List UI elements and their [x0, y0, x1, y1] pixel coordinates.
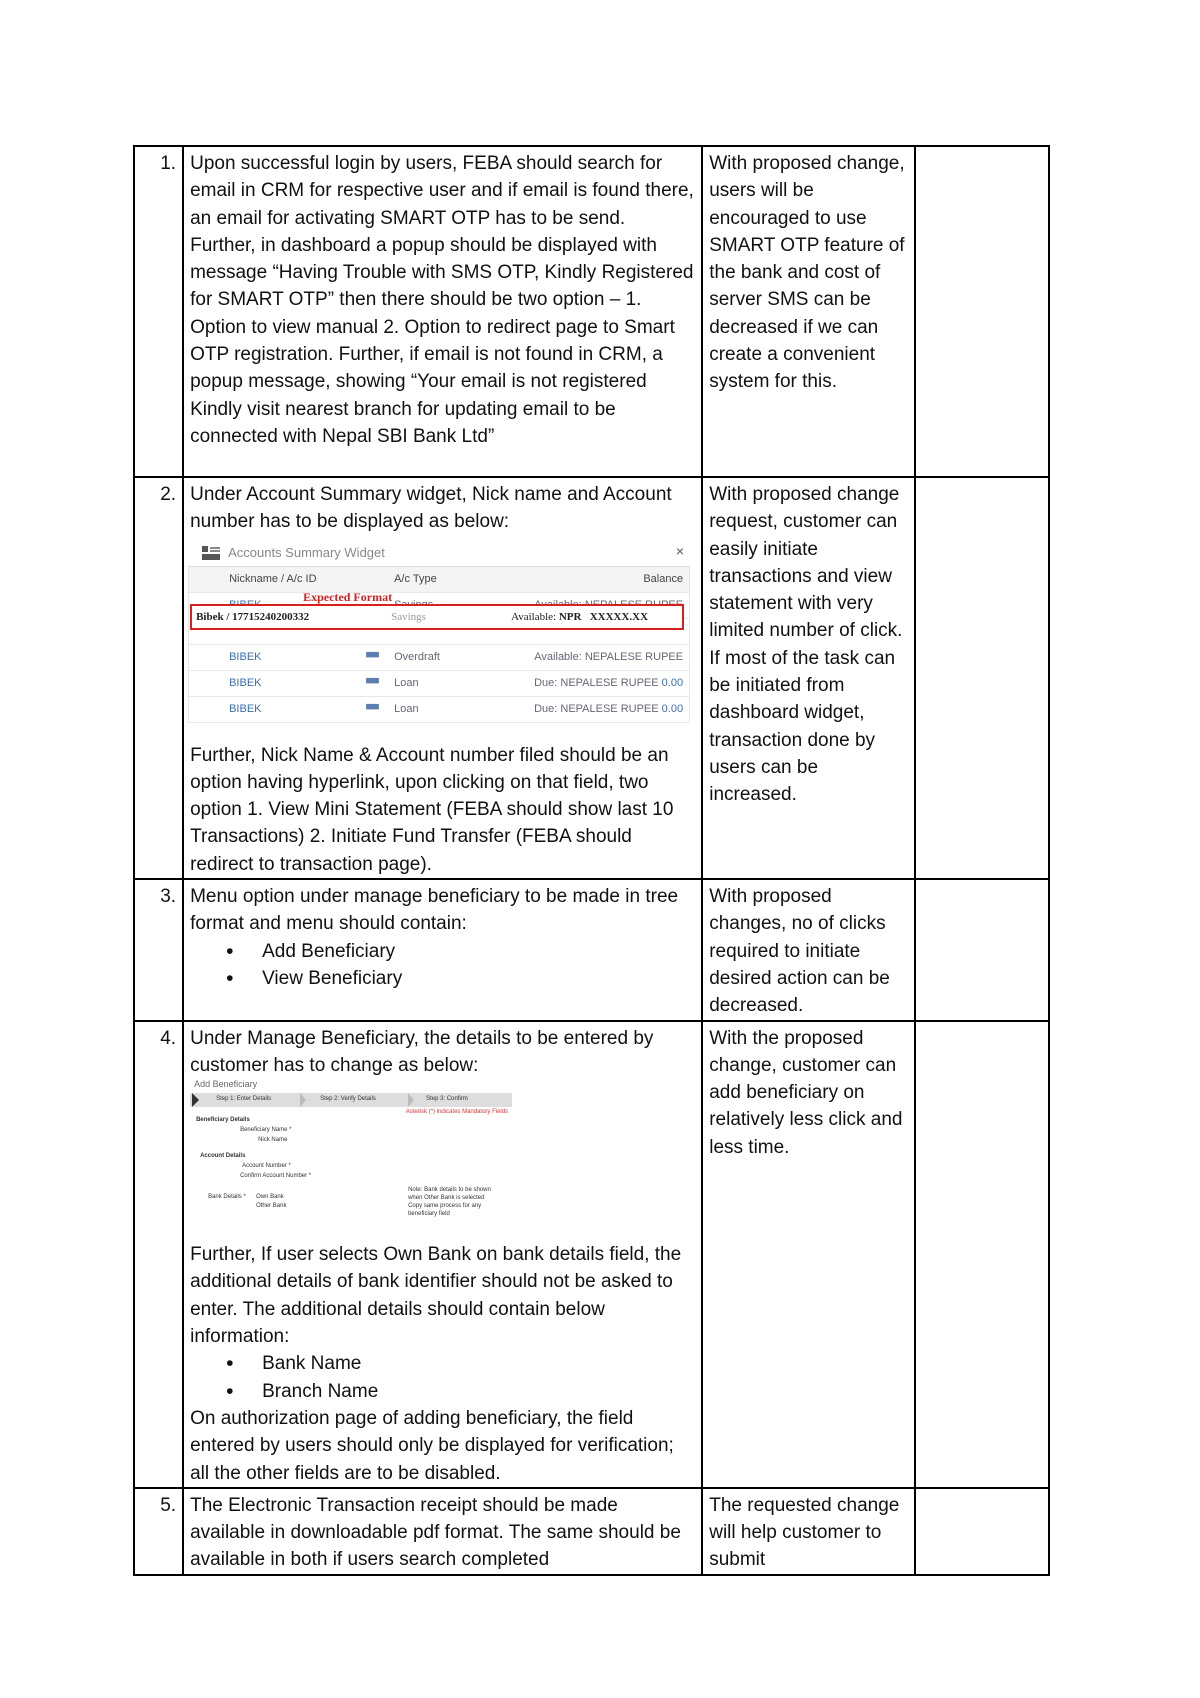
flag-icon: ▀▀	[366, 678, 379, 689]
note-line: when Other Bank is selected	[408, 1195, 485, 1202]
row-number: 2.	[134, 477, 183, 879]
step-label: Step 3: Confirm	[426, 1096, 468, 1103]
row-description: Upon successful login by users, FEBA should search for email in CRM for respective user and if email is found there, an email for activating SMART OTP has to be send. Further, in dashboard a popup should be displayed with message “Having Trouble with SMS OTP, Kindly Registered for SMART OTP” then there should be two option – 1. Option to view manual 2. Option to redirect page to Smart OTP registration. Further, if email is not found in CRM, a popup message, showing “Your email is not registered Kindly visit nearest branch for updating email to be connected with Nepal SBI Bank Ltd”	[183, 146, 702, 477]
widget-row	[188, 671, 690, 697]
description-after: On authorization page of adding beneficiary, the field entered by users should only be displayed for verification; all the other fields are to be disabled.	[190, 1407, 674, 1484]
expected-nickname: Bibek / 17715240200332	[196, 610, 310, 623]
field-label: Account Number *	[242, 1163, 291, 1170]
flag-icon: ▀▀	[366, 652, 379, 663]
field-label: Beneficiary Name *	[240, 1127, 292, 1134]
row-number: 4.	[134, 1021, 183, 1488]
bullet-list	[190, 938, 695, 993]
expected-balance: Available: NPR XXXXX.XX	[511, 610, 649, 623]
row-benefit: With proposed change, users will be encouraged to use SMART OTP feature of the bank and cost of server SMS can be decreased if we can create a convenient system for this.	[702, 146, 914, 477]
row-number: 3.	[134, 879, 183, 1020]
description-intro: Under Account Summary widget, Nick name and Account number has to be displayed as below:	[190, 484, 672, 533]
row-benefit: With proposed changes, no of clicks required to initiate desired action can be decreased.	[702, 879, 914, 1020]
table-row	[134, 1021, 1049, 1488]
widget-title: Accounts Summary Widget	[228, 544, 385, 560]
list-item: • Bank Name	[262, 1350, 695, 1377]
note-line: Copy same process for any	[408, 1203, 482, 1210]
expected-type: Savings	[391, 610, 426, 623]
table-row	[134, 477, 1049, 879]
account-nickname: BIBEK	[229, 677, 262, 690]
form-title: Add Beneficiary	[194, 1079, 258, 1090]
field-label: Confirm Account Number *	[240, 1173, 312, 1180]
step-separator-icon	[300, 1093, 306, 1107]
flag-icon: ▀▀	[366, 704, 379, 715]
list-item: • View Beneficiary	[262, 965, 695, 992]
section-heading: Account Details	[200, 1153, 246, 1160]
accounts-summary-widget-image	[188, 540, 690, 736]
row-number: 1.	[134, 146, 183, 477]
field-label: Nick Name	[258, 1137, 288, 1144]
row-benefit: With the proposed change, customer can add beneficiary on relatively less click and less time.	[702, 1021, 914, 1488]
row-empty-cell	[915, 146, 1049, 477]
row-description	[183, 1021, 702, 1488]
widget-row	[188, 645, 690, 671]
list-item: • Branch Name	[262, 1378, 695, 1405]
column-header: Balance	[643, 573, 684, 586]
account-balance: Due: NEPALESE RUPEE 0.00	[534, 677, 684, 690]
table-row	[134, 1488, 1049, 1575]
description-after: Further, Nick Name & Account number filed should be an option having hyperlink, upon clicking on that field, two option 1. View Mini Statement (FEBA should show last 10 Transactions) 2. Initiate Fund Transfer (FEBA should redirect to transaction page).	[190, 744, 674, 875]
form-steps	[190, 1093, 512, 1107]
row-description	[183, 879, 702, 1020]
row-empty-cell	[915, 1021, 1049, 1488]
step-label: Step 1: Enter Details	[216, 1096, 272, 1103]
account-type: Overdraft	[394, 651, 440, 664]
note-line: beneficiary field	[408, 1211, 450, 1218]
row-empty-cell	[915, 477, 1049, 879]
description-intro: Menu option under manage beneficiary to be made in tree format and menu should contain:	[190, 886, 679, 935]
expected-format-label: Expected Format	[303, 589, 393, 604]
step-arrow-icon	[192, 1093, 199, 1107]
widget-header	[188, 540, 690, 567]
row-description: The Electronic Transaction receipt should be made available in downloadable pdf format. The same should be available in both if users search completed	[183, 1488, 702, 1575]
note-line: Note: Bank details to be shown	[408, 1187, 491, 1194]
account-type: Loan	[394, 703, 419, 716]
widget-row	[188, 697, 690, 723]
account-balance: Available: NEPALESE RUPEE	[534, 651, 684, 664]
row-number: 5.	[134, 1488, 183, 1575]
widget-icon	[202, 546, 220, 560]
description-mid: Further, If user selects Own Bank on bank details field, the additional details of bank identifier should not be asked to enter. The additional details should contain below information:	[190, 1244, 682, 1348]
row-empty-cell	[915, 1488, 1049, 1575]
widget-column-headers	[188, 567, 690, 593]
table-row	[134, 146, 1049, 477]
bullet-list	[190, 1350, 695, 1405]
step-separator-icon	[408, 1093, 414, 1107]
row-description	[183, 477, 702, 879]
field-label: Bank Details *	[208, 1194, 246, 1201]
radio-option: Own Bank	[256, 1194, 284, 1201]
description-intro: Under Manage Beneficiary, the details to be entered by customer has to change as below:	[190, 1027, 654, 1076]
account-nickname: BIBEK	[229, 651, 262, 664]
radio-option: Other Bank	[256, 1203, 287, 1210]
add-beneficiary-form-image	[190, 1081, 512, 1231]
account-nickname: BIBEK	[229, 703, 262, 716]
row-empty-cell	[915, 879, 1049, 1020]
section-heading: Beneficiary Details	[196, 1117, 250, 1124]
expected-format-row	[190, 604, 684, 630]
account-type: Loan	[394, 677, 419, 690]
table-row	[134, 879, 1049, 1020]
step-label: Step 2: Verify Details	[320, 1096, 376, 1103]
column-header: Nickname / A/c ID	[229, 573, 317, 586]
account-balance: Due: NEPALESE RUPEE 0.00	[534, 703, 684, 716]
mandatory-note: Asterisk (*) indicates Mandatory Fields	[405, 1109, 509, 1116]
column-header: A/c Type	[394, 573, 437, 586]
requirements-table	[133, 145, 1050, 1576]
close-icon: ×	[675, 542, 685, 559]
row-benefit: The requested change will help customer to submit	[702, 1488, 914, 1575]
row-benefit: With proposed change request, customer can easily initiate transactions and view statement with very limited number of click. If most of the task can be initiated from dashboard widget, transaction done by users can be increased.	[702, 477, 914, 879]
list-item: • Add Beneficiary	[262, 938, 695, 965]
